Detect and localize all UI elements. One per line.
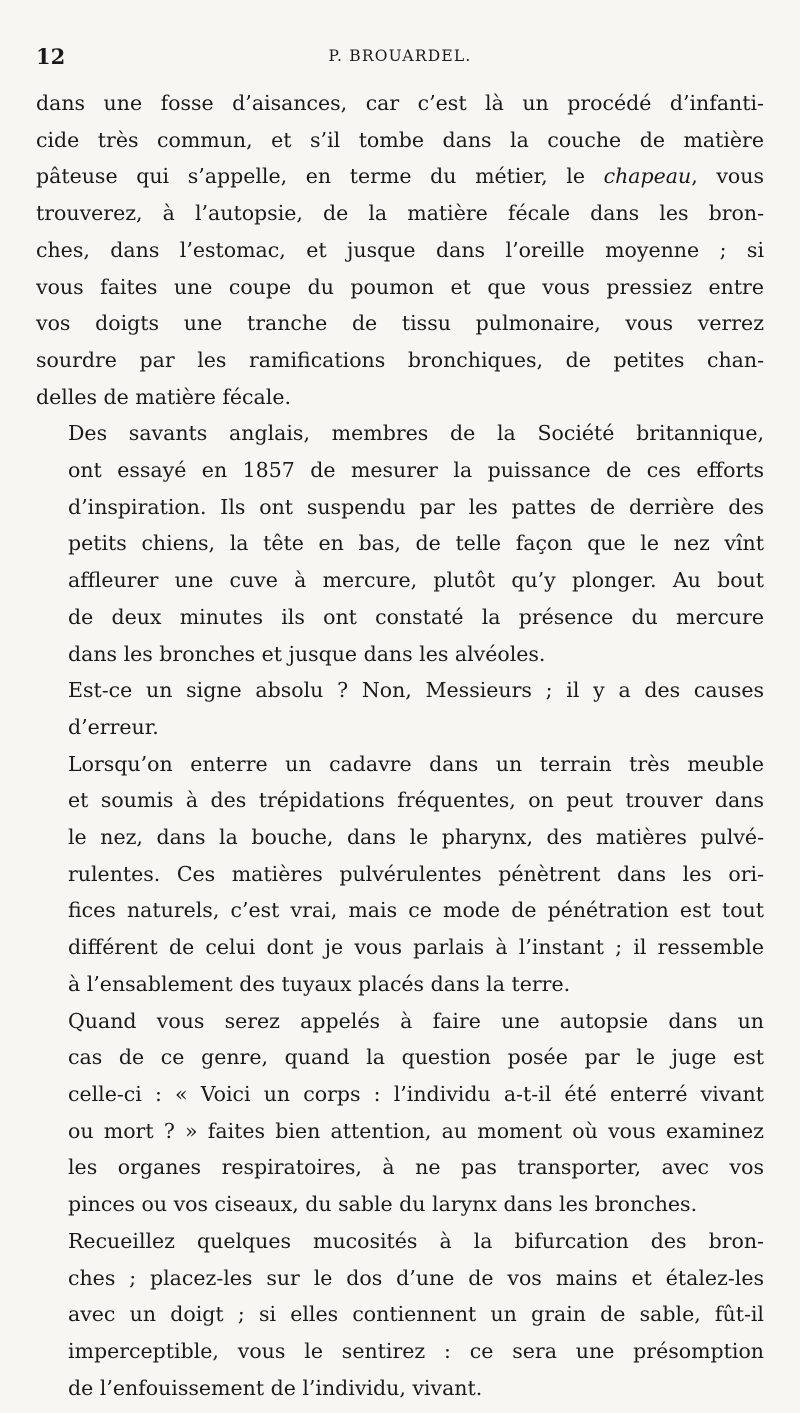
text-line: d’inspiration. Ils ont suspendu par les pattes de derrière des	[68, 494, 764, 519]
text-line: petits chiens, la tête en bas, de telle façon que le nez vînt	[68, 531, 764, 556]
text-line: rulentes. Ces matières pulvérulentes pénètrent dans les ori-	[68, 861, 764, 886]
text-line: de l’enfouissement de l’individu, vivant.	[68, 1375, 483, 1400]
text-line: cas de ce genre, quand la question posée par le juge est	[68, 1045, 764, 1070]
paragraph	[36, 746, 764, 1003]
text-line: affleurer une cuve à mercure, plutôt qu’y plonger. Au bout	[68, 568, 764, 593]
paragraph	[36, 1223, 764, 1407]
text-line: vos doigts une tranche de tissu pulmonaire, vous verrez	[36, 311, 764, 336]
text-line: le nez, dans la bouche, dans le pharynx, des matières pulvé-	[68, 825, 764, 850]
text-line: ou mort ? » faites bien attention, au moment où vous examinez	[68, 1118, 764, 1143]
text-line: fices naturels, c’est vrai, mais ce mode de pénétration est tout	[68, 898, 764, 923]
text-line: delles de matière fécale.	[36, 384, 291, 409]
text-line: cide très commun, et s’il tombe dans la couche de matière	[36, 127, 764, 152]
text-line: d’erreur.	[68, 714, 159, 739]
text-line: Recueillez quelques mucosités à la bifurcation des bron-	[68, 1228, 764, 1253]
text-line: et soumis à des trépidations fréquentes, on peut trouver dans	[68, 788, 764, 813]
paragraph	[36, 1003, 764, 1223]
text-line: Des savants anglais, membres de la Société britannique,	[68, 421, 764, 446]
paragraph	[36, 85, 764, 415]
text-line: à l’ensablement des tuyaux placés dans la terre.	[68, 971, 571, 996]
text-line: pâteuse qui s’appelle, en terme du métier, le chapeau, vous	[36, 164, 764, 189]
page-header	[36, 44, 764, 74]
text-line: trouverez, à l’autopsie, de la matière fécale dans les bron-	[36, 201, 764, 226]
text-line: de deux minutes ils ont constaté la présence du mercure	[68, 604, 764, 629]
text-line: ches, dans l’estomac, et jusque dans l’oreille moyenne ; si	[36, 237, 764, 262]
text-line: avec un doigt ; si elles contiennent un grain de sable, fût-il	[68, 1302, 764, 1327]
text-line: dans une fosse d’aisances, car c’est là un procédé d’infanti-	[36, 91, 764, 115]
text-line: les organes respiratoires, à ne pas transporter, avec vos	[68, 1155, 764, 1180]
paragraph	[36, 672, 764, 745]
text-line: ont essayé en 1857 de mesurer la puissance de ces efforts	[68, 458, 764, 483]
text-line: pinces ou vos ciseaux, du sable du larynx dans les bronches.	[68, 1192, 698, 1217]
text-line: Quand vous serez appelés à faire une autopsie dans un	[68, 1008, 764, 1033]
text-line: Est-ce un signe absolu ? Non, Messieurs ; il y a des causes	[68, 678, 764, 703]
body-text	[36, 85, 764, 1406]
text-line: différent de celui dont je vous parlais à l’instant ; il ressemble	[68, 935, 764, 960]
paragraph	[36, 415, 764, 672]
text-line: vous faites une coupe du poumon et que vous pressiez entre	[36, 274, 764, 299]
text-line: imperceptible, vous le sentirez : ce sera une présomption	[68, 1338, 764, 1363]
running-head: P. BROUARDEL.	[328, 47, 472, 65]
text-line: celle-ci : « Voici un corps : l’individu a-t-il été enterré vivant	[68, 1081, 764, 1106]
text-line: dans les bronches et jusque dans les alvéoles.	[68, 641, 546, 666]
text-line: sourdre par les ramifications bronchiques, de petites chan-	[36, 347, 764, 372]
page-number: 12	[36, 44, 66, 69]
text-line: ches ; placez-les sur le dos d’une de vos mains et étalez-les	[68, 1265, 764, 1290]
text-line: Lorsqu’on enterre un cadavre dans un terrain très meuble	[68, 751, 764, 776]
